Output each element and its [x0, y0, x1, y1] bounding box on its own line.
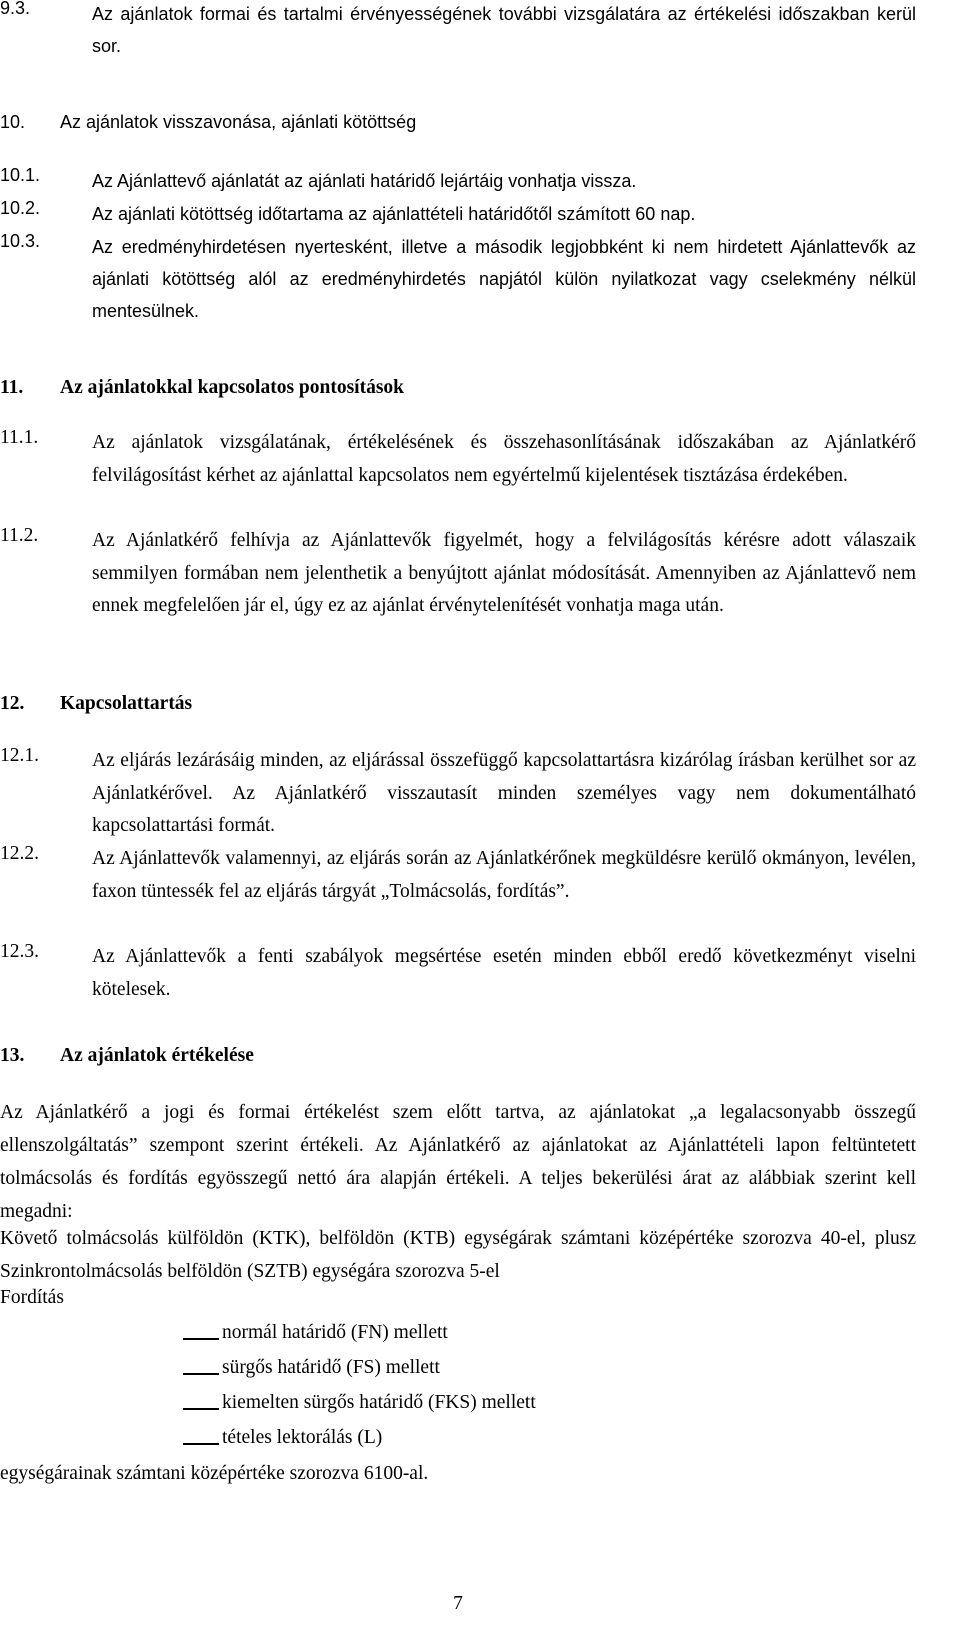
dash-bullet	[183, 1443, 219, 1445]
section-11-number: 11.	[0, 377, 24, 398]
section-13-intro: Az Ajánlatkérő a jogi és formai értékelést szem előtt tartva, az ajánlatokat „a legalacsonyabb összegű ellenszolgáltatás” szempont szerint értékeli. Az Ajánlatkérő az ajánlatokat az Ajánlattételi lapon feltüntetett tolmácsolás és fordítás egyösszegű nettó ára alapján értékeli. A teljes bekerülési árat az alábbiak szerint kell megadni:	[0, 1102, 916, 1222]
section-12-3-text: Az Ajánlattevők a fenti szabályok megsértése esetén minden ebből eredő következményt viselni kötelesek.	[92, 946, 916, 1000]
list-item	[0, 1392, 700, 1422]
section-10-number: 10.	[0, 112, 26, 132]
section-11-title: Az ajánlatokkal kapcsolatos pontosítások	[60, 377, 405, 398]
dash-bullet	[183, 1338, 219, 1340]
list-item-text: kiemelten sürgős határidő (FKS) mellett	[222, 1392, 536, 1413]
section-10-3-text: Az eredményhirdetésen nyertesként, illetve a második legjobbként ki nem hirdetett Ajánlattevők az ajánlati kötöttség alól az eredményhirdetés napjától külön nyilatkozat vagy cselekmény nélkül mentesülnek.	[92, 237, 916, 321]
section-10-1-number: 10.1.	[0, 165, 41, 185]
list-item-text: sürgős határidő (FS) mellett	[222, 1357, 440, 1378]
section-12-number: 12.	[0, 693, 25, 714]
section-9-3-text: Az ajánlatok formai és tartalmi érvényességének további vizsgálatára az értékelési időszakban kerül sor.	[92, 4, 916, 56]
list-item-text: normál határidő (FN) mellett	[222, 1322, 448, 1343]
list-item	[0, 1357, 700, 1387]
section-12-1-number: 12.1.	[0, 745, 39, 766]
section-12-2-number: 12.2.	[0, 843, 39, 864]
section-13-closing: egységárainak számtani középértéke szorozva 6100-al.	[0, 1463, 429, 1484]
page-number: 7	[453, 1593, 463, 1614]
section-11-2-number: 11.2.	[0, 525, 39, 546]
dash-bullet	[183, 1373, 219, 1375]
section-11-1-text: Az ajánlatok vizsgálatának, értékelésének és összehasonlításának időszakában az Ajánlatkérő felvilágosítást kérhet az ajánlattal kapcsolatos nem egyértelmű kijelentések tisztázása érdekében.	[92, 432, 916, 486]
section-12-3-number: 12.3.	[0, 941, 39, 962]
section-13-number: 13.	[0, 1045, 25, 1066]
section-10-2-text: Az ajánlati kötöttség időtartama az ajánlattételi határidőtől számított 60 nap.	[92, 204, 696, 224]
list-item	[0, 1427, 700, 1457]
translation-label: Fordítás	[0, 1287, 64, 1308]
section-10-2-number: 10.2.	[0, 198, 41, 218]
section-12-1-text: Az eljárás lezárásáig minden, az eljárással összefüggő kapcsolattartásra kizárólag írásban kerülhet sor az Ajánlatkérővel. Az Ajánlatkérő visszautasít minden személyes vagy nem dokumentálható kapcsolattartási formát.	[92, 750, 916, 836]
section-10-3-number: 10.3.	[0, 231, 41, 251]
section-11-1-number: 11.1.	[0, 427, 39, 448]
section-9-3-number: 9.3.	[0, 0, 31, 18]
section-10-title: Az ajánlatok visszavonása, ajánlati kötöttség	[60, 112, 417, 132]
section-10-1-text: Az Ajánlattevő ajánlatát az ajánlati határidő lejártáig vonhatja vissza.	[92, 171, 637, 191]
list-item	[0, 1322, 700, 1352]
list-item-text: tételes lektorálás (L)	[222, 1427, 383, 1448]
section-11-2-text: Az Ajánlatkérő felhívja az Ajánlattevők figyelmét, hogy a felvilágosítás kérésre adott válaszaik semmilyen formában nem jelenthetik a benyújtott ajánlat módosítását. Amennyiben az Ajánlattevő nem ennek megfelelően jár el, úgy ez az ajánlat érvénytelenítését vonhatja maga után.	[92, 530, 916, 616]
section-13-interpreting: Követő tolmácsolás külföldön (KTK), belföldön (KTB) egységárak számtani középértéke szorozva 40-el, plusz Szinkrontolmácsolás belföldön (SZTB) egységára szorozva 5-el	[0, 1228, 916, 1282]
section-12-title: Kapcsolattartás	[60, 693, 193, 714]
dash-bullet	[183, 1408, 219, 1410]
section-12-2-text: Az Ajánlattevők valamennyi, az eljárás során az Ajánlatkérőnek megküldésre kerülő okmányon, levélen, faxon tüntessék fel az eljárás tárgyát „Tolmácsolás, fordítás”.	[92, 848, 916, 902]
section-13-title: Az ajánlatok értékelése	[60, 1045, 254, 1066]
